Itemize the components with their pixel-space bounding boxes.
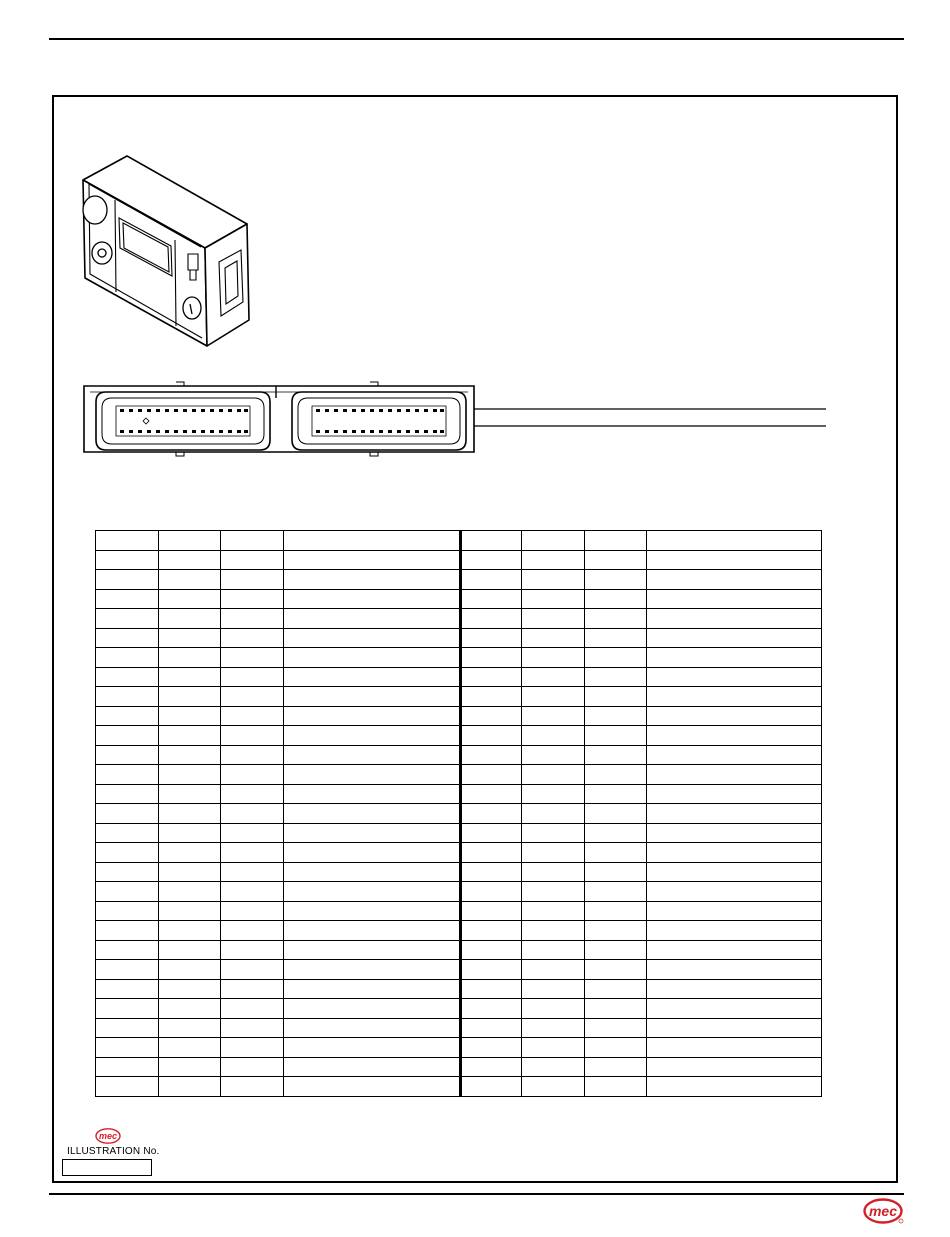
pin-table-row <box>96 570 822 590</box>
pin-table-cell <box>461 999 522 1019</box>
pin-table-cell <box>96 979 159 999</box>
pin-table-cell <box>461 901 522 921</box>
pin-table-cell <box>585 687 647 707</box>
pin-table-cell <box>585 765 647 785</box>
pin-table-cell <box>159 843 221 863</box>
pin-table-cell <box>284 940 461 960</box>
pin-table-cell <box>522 628 585 648</box>
pin-table-cell <box>96 960 159 980</box>
pin-table-cell <box>221 960 284 980</box>
pin-table-cell <box>221 1057 284 1077</box>
controller-drawing <box>75 150 275 355</box>
pin-table-row <box>96 765 822 785</box>
pin-table-row <box>96 550 822 570</box>
pin-table-cell <box>647 862 822 882</box>
pin-table-cell <box>522 687 585 707</box>
pin-table-cell <box>284 648 461 668</box>
pin-table-row <box>96 531 822 551</box>
pin-table-cell <box>461 921 522 941</box>
connector-pinout-drawing <box>80 378 830 460</box>
pin-table-cell <box>647 1018 822 1038</box>
mec-logo-small-text: mec <box>98 1131 118 1141</box>
pin-table-row <box>96 706 822 726</box>
pin-table-cell <box>647 745 822 765</box>
pin-table-cell <box>461 1038 522 1058</box>
pin-table-row <box>96 862 822 882</box>
pin-table-cell <box>461 648 522 668</box>
pin-table-cell <box>221 823 284 843</box>
pin-table-cell <box>284 960 461 980</box>
pin-table-cell <box>96 1057 159 1077</box>
pin-table-cell <box>159 531 221 551</box>
pin-table-cell <box>96 706 159 726</box>
pin-table-cell <box>284 1057 461 1077</box>
pin-table-cell <box>461 940 522 960</box>
pin-table-cell <box>221 550 284 570</box>
pin-table-cell <box>461 745 522 765</box>
pin-table-row <box>96 1018 822 1038</box>
pin-table-cell <box>96 589 159 609</box>
pin-table-cell <box>461 765 522 785</box>
pin-table-cell <box>221 862 284 882</box>
pin-table-cell <box>647 628 822 648</box>
pin-table-cell <box>159 667 221 687</box>
pin-table-cell <box>221 745 284 765</box>
pin-table-cell <box>585 823 647 843</box>
illustration-number-block <box>62 1128 160 1180</box>
pin-table-cell <box>221 940 284 960</box>
illustration-number-box <box>62 1159 152 1176</box>
pin-table-cell <box>96 726 159 746</box>
pin-table-cell <box>221 1038 284 1058</box>
pin-table-body <box>96 531 822 1097</box>
pin-table-cell <box>159 628 221 648</box>
pin-table-cell <box>585 648 647 668</box>
pin-table-cell <box>461 589 522 609</box>
pin-table-cell <box>585 570 647 590</box>
pin-table-cell <box>284 843 461 863</box>
pin-table-cell <box>96 609 159 629</box>
pin-table-cell <box>585 979 647 999</box>
pin-table-cell <box>585 862 647 882</box>
pin-table-cell <box>522 843 585 863</box>
pin-table-cell <box>159 1057 221 1077</box>
pin-table-cell <box>585 589 647 609</box>
pin-table-cell <box>585 745 647 765</box>
pin-table-row <box>96 921 822 941</box>
pin-table-cell <box>284 726 461 746</box>
pin-table-cell <box>461 1018 522 1038</box>
pin-table-row <box>96 843 822 863</box>
pin-table-cell <box>221 1077 284 1097</box>
pin-table-cell <box>221 531 284 551</box>
pin-table-cell <box>284 784 461 804</box>
pin-table-row <box>96 999 822 1019</box>
pin-table-cell <box>647 979 822 999</box>
pin-table-cell <box>96 1038 159 1058</box>
pin-table-cell <box>96 921 159 941</box>
pin-table-cell <box>96 745 159 765</box>
pin-table-row <box>96 745 822 765</box>
pin-table-cell <box>461 1057 522 1077</box>
pin-table-row <box>96 804 822 824</box>
pin-table-cell <box>221 570 284 590</box>
pin-table-cell <box>522 940 585 960</box>
pin-table-cell <box>647 648 822 668</box>
pin-table-cell <box>284 570 461 590</box>
pin-table-cell <box>585 1038 647 1058</box>
pin-table-row <box>96 628 822 648</box>
pin-table-cell <box>461 979 522 999</box>
pin-table-cell <box>284 589 461 609</box>
pin-table-cell <box>221 882 284 902</box>
pin-table-cell <box>96 531 159 551</box>
pin-table-cell <box>461 784 522 804</box>
pin-table-cell <box>284 706 461 726</box>
pin-table-row <box>96 823 822 843</box>
pin-table-cell <box>585 999 647 1019</box>
pin-table-cell <box>96 823 159 843</box>
pin-table-row <box>96 1038 822 1058</box>
pin-table-row <box>96 609 822 629</box>
pin-table-cell <box>461 1077 522 1097</box>
pin-table-cell <box>461 550 522 570</box>
pin-table-cell <box>461 882 522 902</box>
pin-table-cell <box>522 979 585 999</box>
pin-table-cell <box>159 609 221 629</box>
pin-table-row <box>96 901 822 921</box>
pin-table-cell <box>647 706 822 726</box>
pin-table-cell <box>522 531 585 551</box>
pin-table-cell <box>585 667 647 687</box>
pin-table-cell <box>461 531 522 551</box>
pin-table-cell <box>522 609 585 629</box>
pin-table-cell <box>221 765 284 785</box>
pin-table-cell <box>159 706 221 726</box>
pin-table-cell <box>461 804 522 824</box>
pin-table-cell <box>159 589 221 609</box>
pin-table-cell <box>221 609 284 629</box>
pin-table-cell <box>647 882 822 902</box>
pin-table-cell <box>96 999 159 1019</box>
pin-table-cell <box>585 960 647 980</box>
pin-table-cell <box>159 804 221 824</box>
pin-table-cell <box>522 784 585 804</box>
mec-logo-footer-text: mec <box>868 1203 898 1219</box>
pin-table-cell <box>461 726 522 746</box>
pin-table-cell <box>159 940 221 960</box>
pin-table-cell <box>96 901 159 921</box>
pin-table-cell <box>522 1038 585 1058</box>
pin-table-cell <box>522 1057 585 1077</box>
pin-table-cell <box>522 550 585 570</box>
pin-table-cell <box>96 570 159 590</box>
pin-table-cell <box>96 648 159 668</box>
pin-table-cell <box>647 804 822 824</box>
pin-table-cell <box>461 570 522 590</box>
pin-table-cell <box>96 550 159 570</box>
footer-rule <box>49 1193 904 1195</box>
pin-table-cell <box>284 979 461 999</box>
pin-table-cell <box>96 1018 159 1038</box>
pin-table-cell <box>159 999 221 1019</box>
pin-table-cell <box>522 745 585 765</box>
pin-table-row <box>96 960 822 980</box>
pin-table-cell <box>461 960 522 980</box>
pin-table-cell <box>522 901 585 921</box>
pin-table-cell <box>221 1018 284 1038</box>
pin-table-cell <box>647 843 822 863</box>
pin-table-cell <box>522 882 585 902</box>
pin-table-cell <box>647 589 822 609</box>
pin-table-cell <box>221 628 284 648</box>
pin-table <box>95 530 822 1097</box>
pin-table-cell <box>159 921 221 941</box>
pin-table-cell <box>647 609 822 629</box>
pin-table-cell <box>159 550 221 570</box>
pin-table-cell <box>221 648 284 668</box>
pin-table-cell <box>159 1077 221 1097</box>
pin-table-cell <box>647 570 822 590</box>
pin-table-cell <box>159 1018 221 1038</box>
pin-table-cell <box>522 804 585 824</box>
pin-table-cell <box>96 628 159 648</box>
pin-table-row <box>96 882 822 902</box>
pin-table-cell <box>159 901 221 921</box>
pin-table-cell <box>284 1038 461 1058</box>
pin-table-cell <box>585 843 647 863</box>
pin-table-cell <box>647 726 822 746</box>
pin-table-cell <box>647 765 822 785</box>
pin-table-cell <box>284 628 461 648</box>
pin-table-cell <box>221 979 284 999</box>
pin-table-cell <box>461 706 522 726</box>
pin-table-cell <box>647 1057 822 1077</box>
pin-table-cell <box>284 901 461 921</box>
pin-table-cell <box>221 921 284 941</box>
pin-table-cell <box>284 667 461 687</box>
pin-table-cell <box>96 940 159 960</box>
pin-table-cell <box>522 765 585 785</box>
pin-table-cell <box>159 1038 221 1058</box>
pin-table-cell <box>522 921 585 941</box>
pin-table-cell <box>284 1077 461 1097</box>
pin-table-cell <box>284 609 461 629</box>
pin-table-cell <box>284 804 461 824</box>
pin-table-cell <box>585 726 647 746</box>
pin-table-cell <box>647 823 822 843</box>
pin-table-cell <box>522 1077 585 1097</box>
pin-table-cell <box>284 862 461 882</box>
pin-table-cell <box>585 550 647 570</box>
pin-table-cell <box>585 706 647 726</box>
pin-table-cell <box>96 784 159 804</box>
pin-table-cell <box>522 667 585 687</box>
pin-table-cell <box>221 726 284 746</box>
pin-table-cell <box>96 882 159 902</box>
pin-table-cell <box>221 706 284 726</box>
pin-table-row <box>96 979 822 999</box>
pin-table-cell <box>647 550 822 570</box>
pin-table-row <box>96 940 822 960</box>
pin-table-cell <box>159 960 221 980</box>
pin-table-cell <box>585 882 647 902</box>
pin-table-cell <box>221 999 284 1019</box>
pin-table-cell <box>647 1038 822 1058</box>
pin-table-cell <box>461 667 522 687</box>
pin-table-cell <box>159 979 221 999</box>
pin-table-cell <box>159 570 221 590</box>
pin-table-cell <box>221 784 284 804</box>
pin-table-cell <box>461 823 522 843</box>
pin-table-cell <box>647 1077 822 1097</box>
pin-table-cell <box>96 862 159 882</box>
pin-table-cell <box>284 531 461 551</box>
pin-table-cell <box>522 726 585 746</box>
pin-table-cell <box>96 687 159 707</box>
pin-table-cell <box>585 901 647 921</box>
pin-table-cell <box>585 1077 647 1097</box>
pin-table-cell <box>585 940 647 960</box>
pin-table-row <box>96 1077 822 1097</box>
mec-logo-footer <box>863 1197 905 1225</box>
pin-table-cell <box>585 1018 647 1038</box>
pin-table-cell <box>522 862 585 882</box>
pin-table-row <box>96 589 822 609</box>
pin-table-cell <box>585 628 647 648</box>
pin-table-cell <box>461 609 522 629</box>
pin-table-row <box>96 784 822 804</box>
pin-table-cell <box>284 550 461 570</box>
pin-table-cell <box>647 687 822 707</box>
pin-table-cell <box>96 765 159 785</box>
pin-table-cell <box>284 999 461 1019</box>
pin-table-cell <box>647 960 822 980</box>
pin-table-cell <box>461 862 522 882</box>
pin-table-cell <box>284 687 461 707</box>
pin-table-cell <box>647 999 822 1019</box>
pin-table-cell <box>585 609 647 629</box>
illustration-label: ILLUSTRATION No. <box>67 1146 160 1157</box>
pin-table-cell <box>221 667 284 687</box>
pin-table-cell <box>647 667 822 687</box>
pin-table-row <box>96 667 822 687</box>
pin-table-cell <box>159 726 221 746</box>
pin-table-cell <box>647 901 822 921</box>
pin-table-cell <box>522 960 585 980</box>
pin-table-cell <box>159 745 221 765</box>
pin-table-cell <box>647 940 822 960</box>
pin-table-cell <box>647 531 822 551</box>
pin-table-cell <box>585 921 647 941</box>
pin-table-cell <box>159 765 221 785</box>
pin-table-cell <box>461 628 522 648</box>
pin-table-cell <box>522 999 585 1019</box>
pin-table-cell <box>585 784 647 804</box>
pin-table-cell <box>96 804 159 824</box>
pin-table-cell <box>585 804 647 824</box>
pin-table-cell <box>159 687 221 707</box>
pin-table-cell <box>284 765 461 785</box>
pin-table-cell <box>96 667 159 687</box>
pin-table-cell <box>461 687 522 707</box>
pin-table-cell <box>96 843 159 863</box>
pin-table-row <box>96 1057 822 1077</box>
pin-table-cell <box>284 882 461 902</box>
pin-table-cell <box>221 687 284 707</box>
pin-table-cell <box>522 589 585 609</box>
pin-table-cell <box>585 531 647 551</box>
pin-table-cell <box>159 823 221 843</box>
pin-table-cell <box>221 804 284 824</box>
pin-table-cell <box>284 921 461 941</box>
pin-table-cell <box>284 745 461 765</box>
pin-table-cell <box>522 570 585 590</box>
pin-table-cell <box>159 648 221 668</box>
header-rule <box>49 38 904 40</box>
pin-table-cell <box>221 589 284 609</box>
pin-table-cell <box>159 784 221 804</box>
pin-table-cell <box>461 843 522 863</box>
pin-table-cell <box>221 901 284 921</box>
pin-table-cell <box>647 921 822 941</box>
pin-table-row <box>96 687 822 707</box>
pin-table-cell <box>284 1018 461 1038</box>
pin-table-row <box>96 726 822 746</box>
pin-table-cell <box>96 1077 159 1097</box>
pin-table-cell <box>221 843 284 863</box>
mec-logo-small <box>95 1128 121 1144</box>
pin-table-cell <box>522 706 585 726</box>
pin-table-cell <box>159 862 221 882</box>
pin-table-row <box>96 648 822 668</box>
pin-table-cell <box>647 784 822 804</box>
pin-table-cell <box>522 648 585 668</box>
pin-table-cell <box>522 1018 585 1038</box>
pin-table-cell <box>585 1057 647 1077</box>
pin-table-cell <box>284 823 461 843</box>
pin-table-cell <box>522 823 585 843</box>
pin-table-cell <box>159 882 221 902</box>
